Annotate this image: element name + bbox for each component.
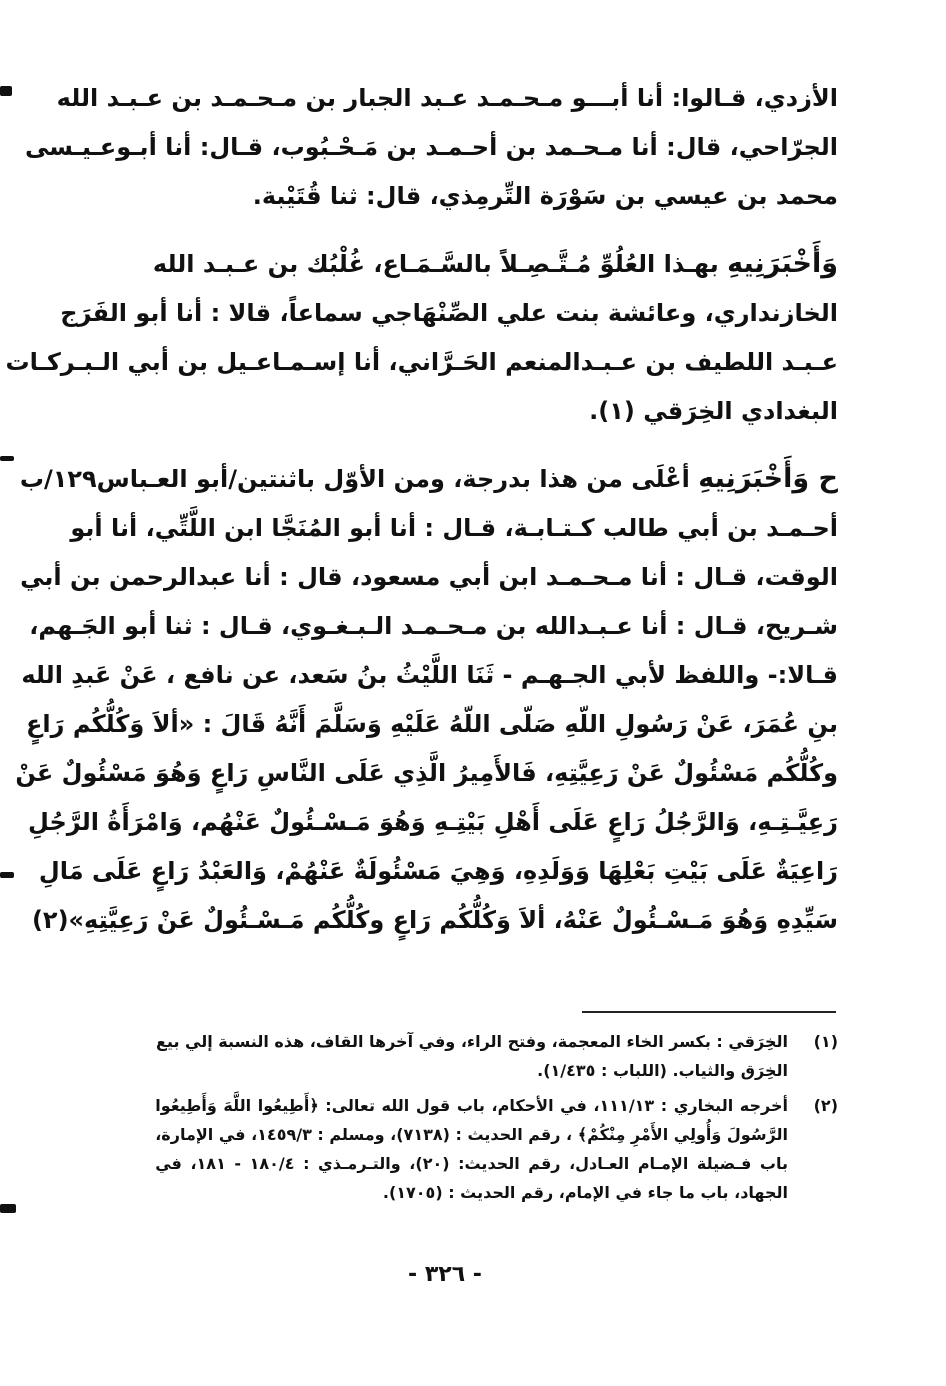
text-line: قـالا:- واللفظ لأبي الجـهـم - ثَنَا اللَّيْثُ بنُ سَعد، عن نافع ، عَنْ عَبدِ الله <box>21 661 838 689</box>
text-line: الجرّاحي، قال: أنا مـحـمد بن أحـمـد بن مَـحْـبُوب، قـال: أنا أبـوعـيـسى <box>25 133 838 161</box>
footnote-body <box>156 1027 788 1085</box>
text-line <box>19 454 838 504</box>
footnote-line: باب فـضيلة الإمـام العـادل، رقم الحديث: (٢٠)، والتـرمـذي : ١٨٠/٤ - ١٨١، في <box>155 1154 789 1173</box>
text-line: بنِ عُمَرَ، عَنْ رَسُولِ اللّهِ صَلّى اللّهُ عَلَيْهِ وَسَلَّمَ أَنَّهُ قَالَ : «ألاَ وَكُلُّكُم رَاعٍ <box>26 710 838 738</box>
footnote-line: أخرجه البخاري : ١١١/١٣، في الأحكام، باب قول الله تعالى: ﴿أَطِيعُوا اللَّهَ وَأَطِيعُوا <box>155 1096 789 1115</box>
text-line: رَاعِيَةٌ عَلَى بَيْتِ بَعْلِهَا وَوَلَدِهِ، وَهِيَ مَسْئُولَةٌ عَنْهُمْ، وَالعَبْدُ رَاعٍ عَلَى مَالِ <box>38 857 838 885</box>
text-line: أحـمـد بن أبي طالب كـتـابـة، قـال : أنا أبو المُنَجَّا ابن اللَّتِّي، أنا أبو <box>70 514 838 542</box>
text-line <box>152 239 838 289</box>
text-line: رَعِيَّـتِـهِ، وَالرَّجُلُ رَاعٍ عَلَى أَهْلِ بَيْتِـهِ وَهُوَ مَـسْـئُولٌ عَنْهُم، وَامْرَأَةُ الرَّجُلِ <box>28 808 838 836</box>
footnotes <box>155 1027 838 1213</box>
text-line-rest: بهـذا العُلُوِّ مُـتَّـصِـلاً بالسَّـمَـاع، غُلْبُك بن عـبـد الله <box>152 250 719 278</box>
footnote-2 <box>155 1091 838 1207</box>
footnote-separator <box>582 1011 836 1013</box>
footnote-1 <box>156 1027 838 1085</box>
footnote-line: الجهاد، باب ما جاء في الإمام، رقم الحديث : (١٧٠٥). <box>382 1183 788 1202</box>
paragraph-hadith <box>15 454 838 945</box>
footnote-line: الخِرَقي : بكسر الخاء المعجمة، وفتح الراء، وفي آخرها القاف، هذه النسبة إلي بيع <box>156 1032 788 1051</box>
text-line: الخازنداري، وعائشة بنت علي الصِّنْهَاجي سماعاً، قالا : أنا أبو الفَرَج <box>60 299 838 327</box>
text-line: الأزدي، قـالوا: أنا أبـــو مـحـمـد عـبد الجبار بن مـحـمـد بن عـبـد الله <box>56 84 838 112</box>
text-line: الوقت، قـال : أنا مـحـمـد ابن أبي مسعود، قال : أنا عبدالرحمن بن أبي <box>20 563 838 591</box>
text-line-rest: أعْلَى من هذا بدرجة، ومن الأوّل باثنتين/أبو العـباس١٢٩/ب <box>19 465 690 493</box>
lead-word: وَأَخْبَرَنِيهِ <box>727 248 838 279</box>
footnote-line: الخِرَق والثياب. (اللباب : ١/٤٣٥). <box>537 1061 788 1080</box>
footnote-number: (١) <box>813 1032 838 1051</box>
text-line: شـريح، قـال : أنا عـبـدالله بن مـحـمـد الـبـغـوي، قـال : ثنا أبو الجَـهم، <box>29 612 838 640</box>
edge-mark-top <box>0 86 12 96</box>
text-line: البغدادي الخِرَقي (١). <box>589 397 838 425</box>
main-text <box>5 74 838 945</box>
text-line: سَيِّدِهِ وَهُوَ مَـسْـئُولٌ عَنْهُ، ألاَ وَكُلُّكُم رَاعٍ وكُلُّكُم مَـسْـئُولٌ عَنْ رَعِيَّتِهِ»(٢) <box>31 906 838 934</box>
paragraph-chain-2 <box>5 239 838 436</box>
footnote-line: الرَّسُولَ وَأُولِي الأَمْرِ مِنْكُمْ﴾ ، رقم الحديث : (٧١٣٨)، ومسلم : ١٤٥٩/٣، في الإمارة، <box>155 1125 788 1144</box>
footnote-number: (٢) <box>813 1096 838 1115</box>
text-line: وكُلُّكُم مَسْئُولٌ عَنْ رَعِيَّتِهِ، فَالأَمِيرُ الَّذِي عَلَى النَّاسِ رَاعٍ وَهُوَ مَسْئُولٌ عَنْ <box>15 759 838 787</box>
edge-mark-upper <box>0 456 14 461</box>
text-line: محمد بن عيسي بن سَوْرَة التِّرمِذي، قال: ثنا قُتَيْبة. <box>252 182 838 210</box>
edge-mark-lower <box>0 1204 16 1213</box>
paragraph-chain-1 <box>25 74 838 221</box>
text-line: عـبـد اللطيف بن عـبـدالمنعم الحَـرَّاني، أنا إسـمـاعـيل بن أبي الـبـركـات <box>5 348 838 376</box>
edge-mark-middle <box>0 872 14 878</box>
page-number: - ٣٢٦ - <box>408 1262 482 1287</box>
lead-word: ح وَأَخْبَرَنِيهِ <box>698 463 838 494</box>
footnote-body <box>155 1091 788 1207</box>
